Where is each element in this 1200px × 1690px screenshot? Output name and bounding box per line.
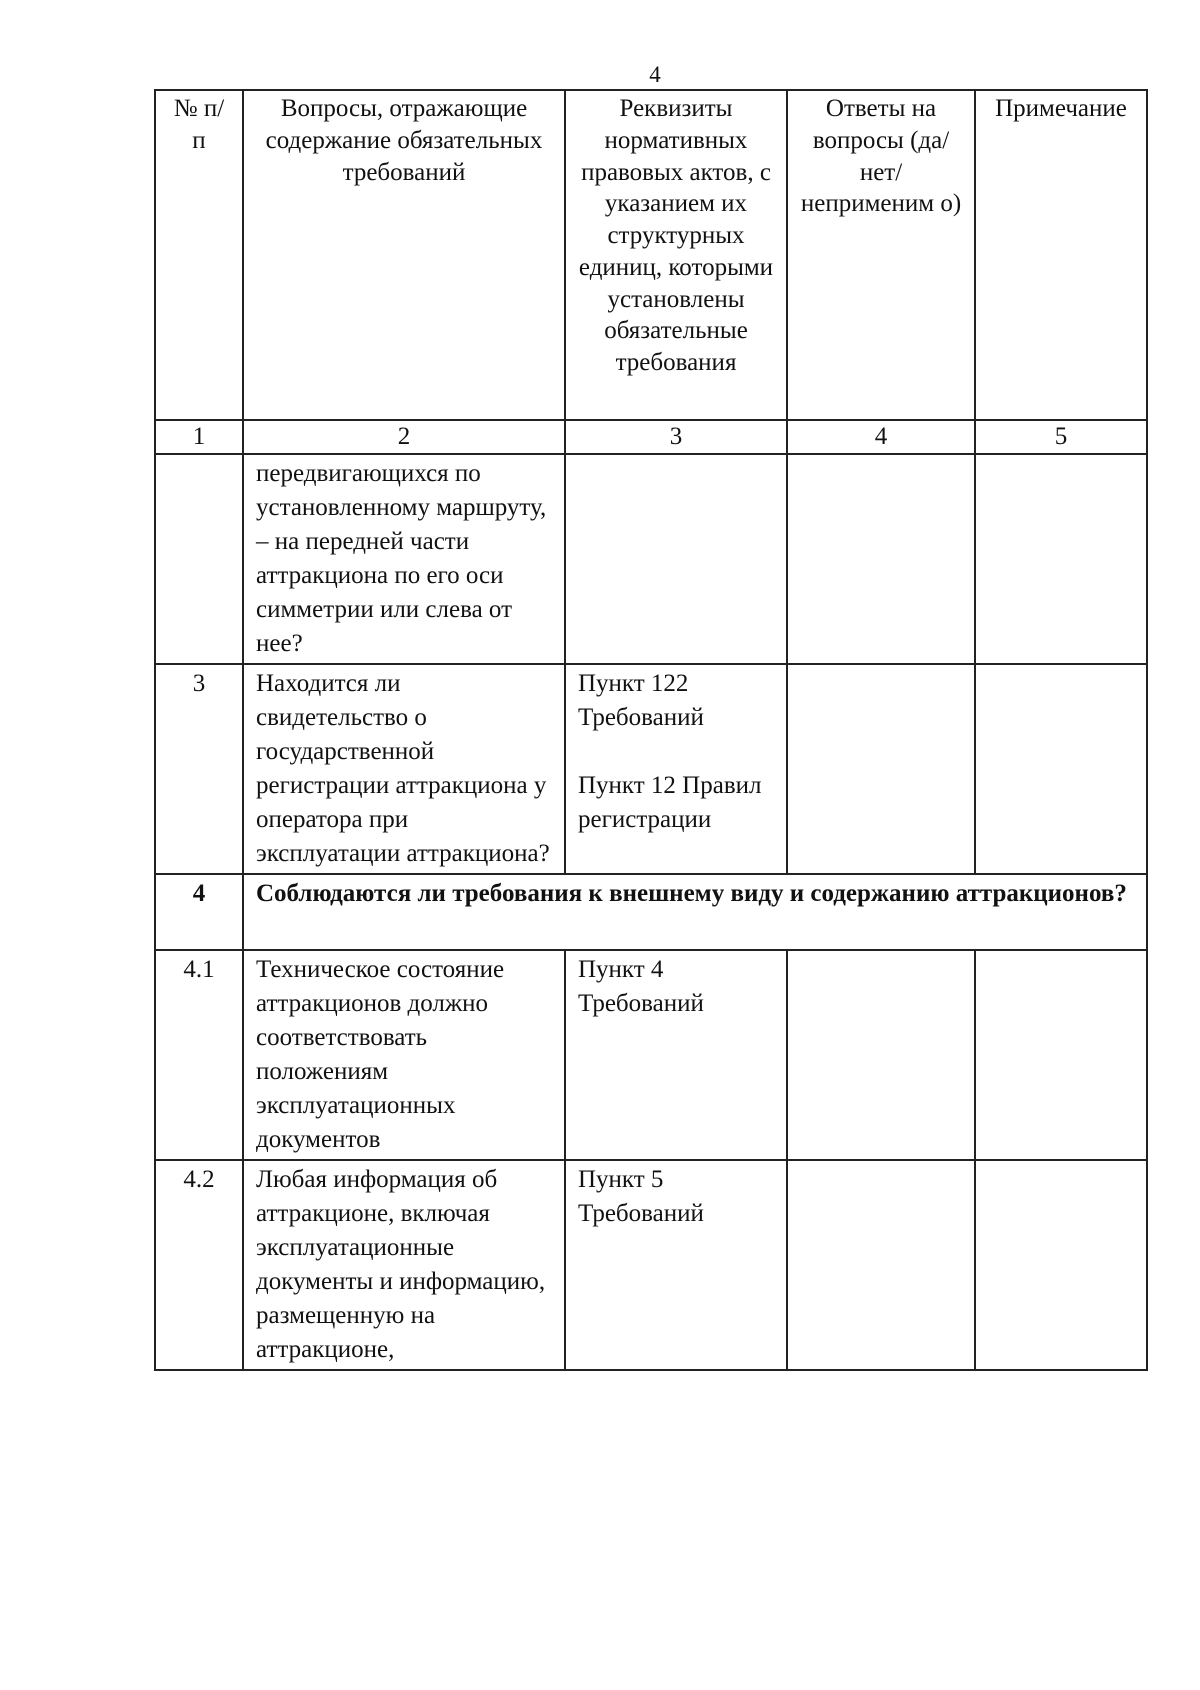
column-number-1: 1: [155, 420, 243, 454]
row-number: 3: [155, 664, 243, 874]
table-row: [155, 664, 1147, 874]
header-answers-text: Ответы на вопросы (да/нет/ неприменим о): [800, 95, 962, 218]
requisite-reference: Пункт 4 Требований: [578, 955, 704, 1017]
column-number-3: 3: [565, 420, 787, 454]
header-number: [155, 90, 243, 420]
header-answers: [787, 90, 975, 420]
requisites-cell: [565, 664, 787, 874]
question-cell: Техническое состояние аттракционов должно соответствовать положениям эксплуатационных документов: [243, 950, 565, 1160]
header-number-text: № п/п: [173, 95, 225, 154]
table-row: [155, 950, 1147, 1160]
requisites-cell: [565, 950, 787, 1160]
header-questions: [243, 90, 565, 420]
note-cell: [975, 454, 1147, 664]
requisite-reference: Пункт 12 Правил регистрации: [578, 771, 762, 833]
section-row: [155, 874, 1147, 950]
header-questions-text: Вопросы, отражающие содержание обязательных требований: [265, 95, 543, 186]
column-number-5: 5: [975, 420, 1147, 454]
header-row: [155, 90, 1147, 420]
section-title: Соблюдаются ли требования к внешнему виду и содержанию аттракционов?: [243, 874, 1147, 950]
row-number: 4.1: [155, 950, 243, 1160]
answer-cell: [787, 950, 975, 1160]
question-cell: Находится ли свидетельство о государственной регистрации аттракциона у оператора при эксплуатации аттракциона?: [243, 664, 565, 874]
requisites-cell: [565, 1160, 787, 1370]
column-number-2: 2: [243, 420, 565, 454]
checklist-table: [154, 89, 1148, 1371]
requisites-cell: [565, 454, 787, 664]
row-number: 4.2: [155, 1160, 243, 1370]
question-cell: Любая информация об аттракционе, включая эксплуатационные документы и информацию, размещенную на аттракционе,: [243, 1160, 565, 1370]
header-requisites-text: Реквизиты нормативных правовых актов, с указанием их структурных единиц, которыми установлены обязательные требования: [578, 95, 774, 376]
requisite-reference: Пункт 122 Требований: [578, 669, 704, 731]
column-number-4: 4: [787, 420, 975, 454]
page-number: 4: [649, 62, 661, 87]
table-row: [155, 454, 1147, 664]
header-note: Примечание: [975, 90, 1147, 420]
note-cell: [975, 950, 1147, 1160]
answer-cell: [787, 1160, 975, 1370]
note-cell: [975, 664, 1147, 874]
answer-cell: [787, 664, 975, 874]
question-cell: передвигающихся по установленному маршруту, – на передней части аттракциона по его оси симметрии или слева от нее?: [243, 454, 565, 664]
header-requisites: [565, 90, 787, 420]
section-number: 4: [155, 874, 243, 950]
row-number: [155, 454, 243, 664]
answer-cell: [787, 454, 975, 664]
column-number-row: [155, 420, 1147, 454]
table-row: [155, 1160, 1147, 1370]
note-cell: [975, 1160, 1147, 1370]
requisite-reference: Пункт 5 Требований: [578, 1165, 704, 1227]
